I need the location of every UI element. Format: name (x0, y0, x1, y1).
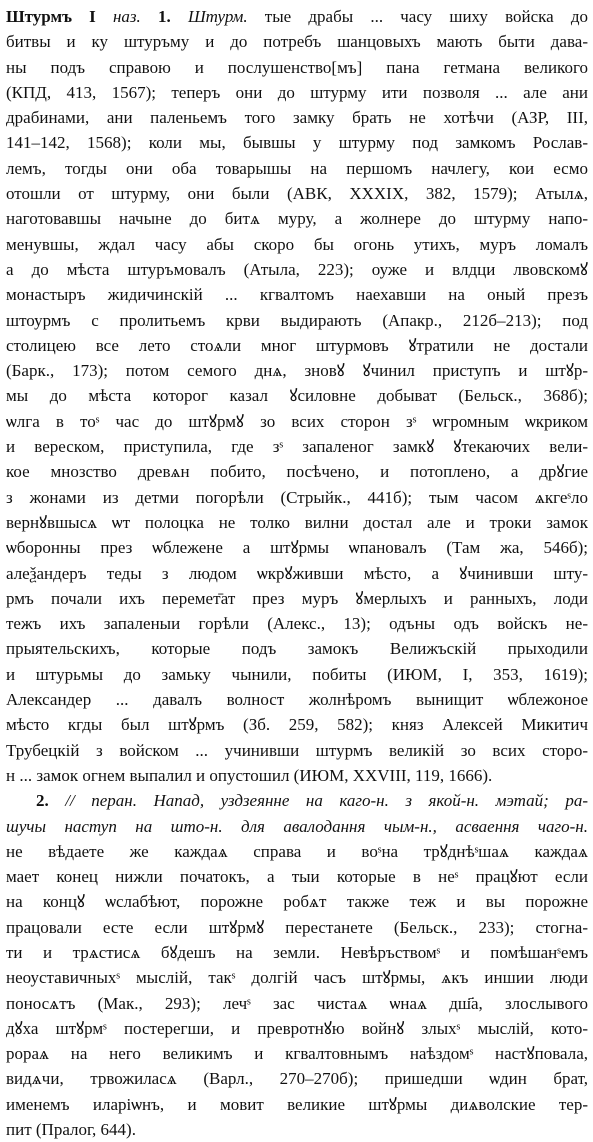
entry-line: алеѯандеръ теды з людом ѡкрꙋживши мѣсто, а ꙋчинивши шту- (6, 563, 588, 583)
entry-line: и штурьмы до замьку чынили, побиты (ИЮМ, I, 353, 1619); (6, 664, 588, 684)
entry-line: кое мнозство древѧн побито, посѣчено, и потоплено, а дрꙋгие (6, 462, 588, 482)
entry-line: (КПД, 413, 1567); теперъ они до штурму ити позволя ... але ани (6, 82, 588, 102)
sense-definition: // перан. Напад, уздзеянне на каго-н. з якой-н. мэтай; ра- (65, 791, 588, 811)
entry-line: працовали есте если штꙋрмꙋ перестанете (Бельск., 233); стогна- (6, 917, 588, 937)
entry-line: драбинами, ани паленьемъ того замку брать не хотѣчи (АЗР, III, (6, 108, 588, 128)
entry-line: на концꙋ ѡслабѣют, порожне робѧт также теж и вы порожне (6, 892, 588, 912)
entry-line: шучы наступ на што-н. для авалодання чым-н., асваення чаго-н. (6, 816, 588, 836)
entry-line: лемъ, тогды они оба товарышы на першомъ начлегу, кои есмо (6, 158, 588, 178)
entry-line: 141–142, 1568); коли мы, бывшы у штурму под замкомъ Рослав- (6, 133, 588, 153)
entry-line: тежъ ихъ запаленыи горѣли (Алекс., 13); одъны одъ войскъ не- (6, 614, 588, 634)
entry-line: Александер ... давалъ волност жолнѣромъ вынищит ѡблежоное (6, 690, 588, 710)
entry-line: ѡборонны през ѡблежене а штꙋрмы ѡпановалъ (Там жа, 546б); (6, 538, 588, 558)
entry-line: менувшы, ждал часу абы скоро бы огонь утихъ, муръ ломалъ (6, 234, 588, 254)
entry-line: вернꙋвшысѧ ѡт полоцка не толко вилни достал але и троки замок (6, 512, 588, 532)
sense-definition: Штурм. (187, 7, 248, 26)
entry-line: битвы и ку штуръму и до потребъ шанцовыхъ мають быти дава- (6, 32, 588, 52)
headword: Штурмъ I (6, 7, 96, 26)
entry-line: а до мѣста штуръмовалъ (Атыла, 223); оуже и влдци лвовскомꙋ (6, 259, 588, 279)
entry-line: монастыръ жидичинскій ... кгвалтомъ наехавши на оный презъ (6, 285, 588, 305)
entry-line: столицею все лето стоѧли мног штурмовъ ꙋтратили не достали (6, 335, 588, 355)
entry-line: н ... замок огнем выпалил и опустошил (ИЮМ, XXVIII, 119, 1666). (6, 765, 493, 785)
entry-line: поносѧтъ (Мак., 293); лечˢ зас чистаѧ ѡнаѧ дш҃а, злослывого (6, 993, 588, 1013)
entry-line: мѣсто кгды был штꙋрмъ (Зб. 259, 582); княз Алексей Микитич (6, 715, 588, 735)
entry-line: (Барк., 173); потом семого днѧ, зновꙋ ꙋчинил приступъ и штꙋр- (6, 361, 588, 381)
entry-line: отошли от штурму, они были (АВК, XXXIX, 382, 1579); Атылѧ, (6, 184, 588, 204)
entry-line (6, 4, 588, 29)
entry-line: не вѣдаете же каждаѧ справа и воˢна трꙋднѣˢшаѧ каждаѧ (6, 841, 588, 861)
part-of-speech: наз. (112, 7, 141, 26)
entry-line: наготовавшы начыне до битѧ муру, а жолнере до штурму напо- (6, 209, 588, 229)
entry-line: прыятельскихъ, которые подъ замокъ Велижъскій прыходили (6, 639, 588, 659)
entry-line: з жонами из детми погорѣли (Стрыйк., 441б); тым часом ѧкгеˢло (6, 487, 588, 507)
entry-line: ѡлга в тоˢ час до штꙋрмꙋ зо всих сторон зˢ ѡгромным ѡкриком (6, 411, 588, 431)
entry-line: штоурмъ с пролитьемъ крви выдирають (Апакр., 212б–213); под (6, 310, 588, 330)
entry-line: неоуставичныхˢ мыслій, такˢ долгій часъ штꙋрмы, ѧкъ иншии люди (6, 968, 588, 988)
entry-line: ти и трѧстисѧ бꙋдешъ на земли. Невѣръствомˢ и помѣшанˢемъ (6, 942, 588, 962)
entry-line: и вереском, приступила, где зˢ запаленог замкꙋ ꙋтекаючих вели- (6, 437, 588, 457)
entry-line: мы до мѣста которог казал ꙋсиловне добыват (Бельск., 368б); (6, 386, 588, 406)
sense-number: 1. (158, 7, 171, 26)
entry-line: Трубецкій з войском ... учинивши штурмъ великій зо всих сторо- (6, 740, 588, 760)
sense-number: 2. (36, 791, 49, 811)
entry-line (6, 788, 588, 813)
citation-text: тые драбы ... часу шиху войска до (264, 7, 588, 26)
entry-line: рмъ почали ихъ перемет̄ат през муръ ꙋмерлыхъ и ранныхъ, лоди (6, 588, 588, 608)
entry-line: пит (Пралог, 644). (6, 1120, 136, 1140)
entry-line: именемъ иларіѡнъ, и мовит великие штꙋрмы диѧволские тер- (6, 1094, 588, 1114)
entry-line: ны подъ справою и послушенство[мъ] пана гетмана великого (6, 57, 588, 77)
entry-line: рораѧ на него великимъ и кгвалтовнымъ наѣздомˢ настꙋповала, (6, 1044, 588, 1064)
entry-line: видѧчи, трвожиласѧ (Варл., 270–270б); пришедши ѡдин брат, (6, 1069, 588, 1089)
entry-line: мает конец нижли початокъ, а тыи которые в неˢ працꙋют если (6, 867, 588, 887)
entry-line: дꙋха штꙋрмˢ постерегши, и превротнꙋю войнꙋ злыхˢ мыслій, кото- (6, 1018, 588, 1038)
